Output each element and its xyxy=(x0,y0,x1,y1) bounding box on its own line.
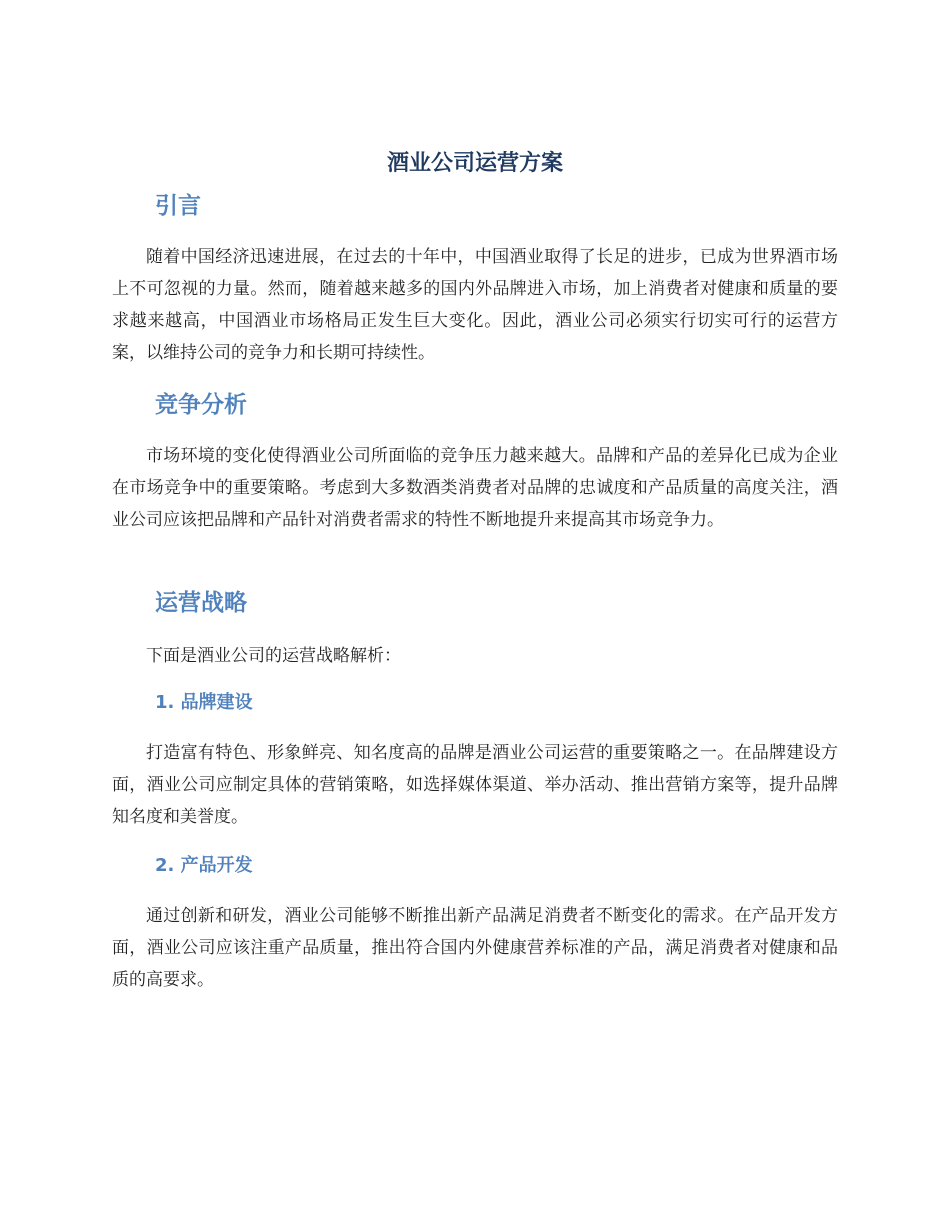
section-paragraph-competition: 市场环境的变化使得酒业公司所面临的竞争压力越来越大。品牌和产品的差异化已成为企业在市场竞争中的重要策略。考虑到大多数酒类消费者对品牌的忠诚度和产品质量的高度关注，酒业公司应该把品牌和产品针对消费者需求的特性不断地提升来提高其市场竞争力。 xyxy=(112,446,838,530)
document-title: 酒业公司运营方案 xyxy=(386,151,563,176)
subsection-heading-brand-building: 1. 品牌建设 xyxy=(155,692,253,713)
section-paragraph-introduction: 随着中国经济迅速进展，在过去的十年中，中国酒业取得了长足的进步，已成为世界酒市场上不可忽视的力量。然而，随着越来越多的国内外品牌进入市场，加上消费者对健康和质量的要求越来越高，中国酒业市场格局正发生巨大变化。因此，酒业公司必须实行切实可行的运营方案，以维持公司的竞争力和长期可持续性。 xyxy=(112,247,838,363)
subsection-heading-product-development: 2. 产品开发 xyxy=(155,855,253,876)
section-heading-competition: 竞争分析 xyxy=(155,392,247,418)
section-heading-introduction: 引言 xyxy=(155,193,201,219)
subsection-paragraph-brand-building: 打造富有特色、形象鲜亮、知名度高的品牌是酒业公司运营的重要策略之一。在品牌建设方面，酒业公司应制定具体的营销策略，如选择媒体渠道、举办活动、推出营销方案等，提升品牌知名度和美誉度。 xyxy=(112,743,838,827)
section-paragraph-strategy: 下面是酒业公司的运营战略解析： xyxy=(146,646,401,666)
section-heading-strategy: 运营战略 xyxy=(155,590,247,616)
subsection-paragraph-product-development: 通过创新和研发，酒业公司能够不断推出新产品满足消费者不断变化的需求。在产品开发方面，酒业公司应该注重产品质量，推出符合国内外健康营养标准的产品，满足消费者对健康和品质的高要求。 xyxy=(112,906,838,990)
